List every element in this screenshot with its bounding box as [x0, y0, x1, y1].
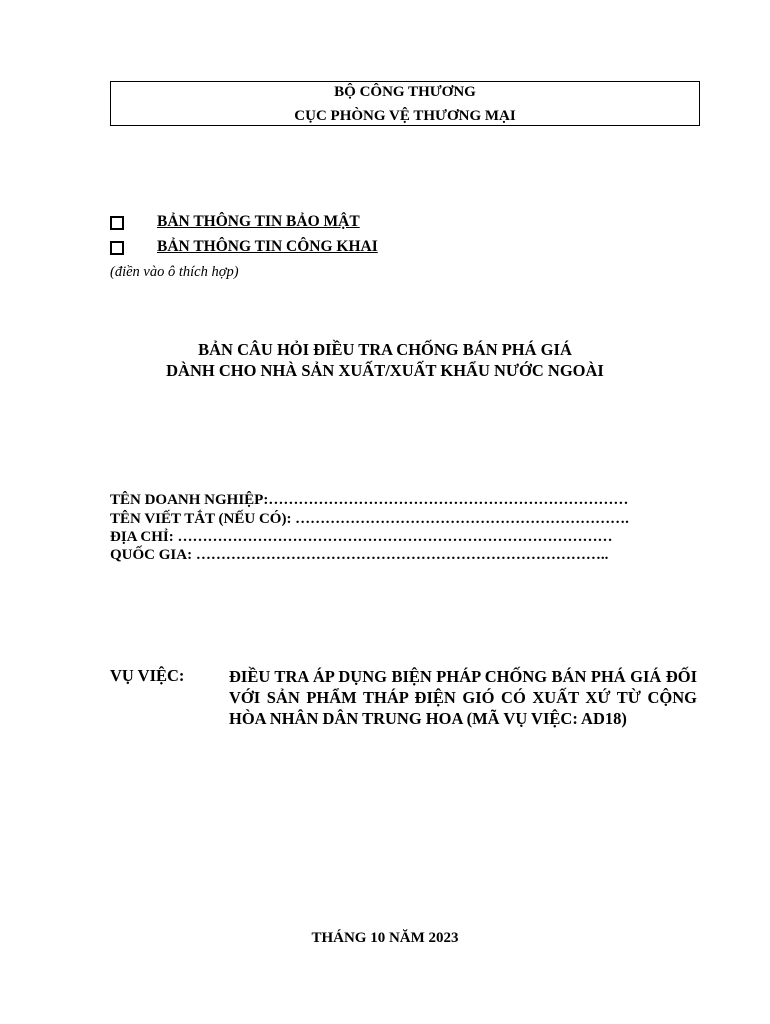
document-title-line1: BẢN CÂU HỎI ĐIỀU TRA CHỐNG BÁN PHÁ GIÁ — [198, 340, 572, 359]
document-title-line2: DÀNH CHO NHÀ SẢN XUẤT/XUẤT KHẨU NƯỚC NGOÀI — [166, 361, 604, 380]
case-label: VỤ VIỆC: — [110, 666, 185, 685]
public-label: BẢN THÔNG TIN CÔNG KHAI — [157, 238, 378, 255]
address-field: ĐỊA CHỈ: …………………………………………………………………………… — [110, 529, 613, 545]
ministry-name: BỘ CÔNG THƯƠNG — [334, 84, 476, 100]
header-box — [110, 81, 700, 126]
option-note: (điền vào ô thích hợp) — [110, 264, 239, 280]
country-field: QUỐC GIA: ……………………………………………………………………….. — [110, 547, 609, 563]
company-name-field: TÊN DOANH NGHIỆP:……………………………………………………………… — [110, 492, 629, 508]
case-description: ĐIỀU TRA ÁP DỤNG BIỆN PHÁP CHỐNG BÁN PHÁ GIÁ ĐỐI VỚI SẢN PHẨM THÁP ĐIỆN GIÓ CÓ XUẤT XỨ TỪ CỘNG HÒA NHÂN DÂN TRUNG HOA (MÃ VỤ VIỆC: AD18) — [229, 667, 697, 728]
public-checkbox[interactable] — [110, 241, 124, 255]
confidential-checkbox[interactable] — [110, 216, 124, 230]
department-name: CỤC PHÒNG VỆ THƯƠNG MẠI — [294, 108, 516, 124]
abbreviation-field: TÊN VIẾT TẮT (NẾU CÓ): …………………………………………………………. — [110, 511, 629, 527]
confidential-label: BẢN THÔNG TIN BẢO MẬT — [157, 213, 360, 230]
document-date: THÁNG 10 NĂM 2023 — [311, 930, 459, 946]
